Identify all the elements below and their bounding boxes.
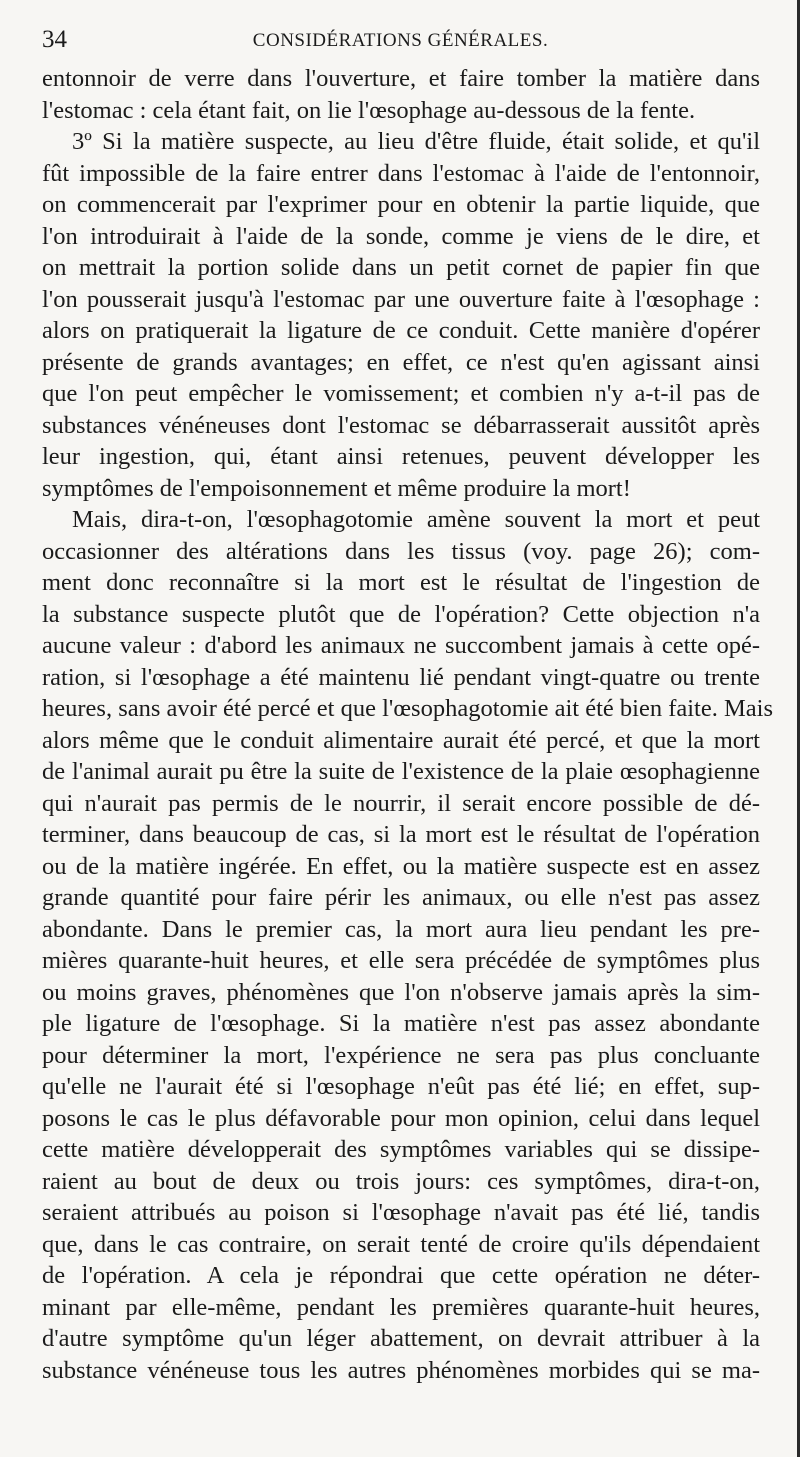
text-line: ration, si l'œsophage a été maintenu lié pendant vingt-quatre ou trente: [42, 663, 760, 691]
text-line: qui n'aurait pas permis de le nourrir, il serait encore possible de dé-: [42, 789, 760, 817]
text-line: que, dans le cas contraire, on serait tenté de croire qu'ils dépendaient: [42, 1230, 760, 1258]
text-line: substances vénéneuses dont l'estomac se débarrasserait aussitôt après: [42, 411, 760, 439]
text-line: ou de la matière ingérée. En effet, ou la matière suspecte est en assez: [42, 852, 760, 880]
text-line: l'estomac : cela étant fait, on lie l'œsophage au-dessous de la fente.: [42, 96, 696, 124]
page-number: 34: [42, 26, 67, 53]
text-line: que l'on peut empêcher le vomissement; et combien n'y a-t-il pas de: [42, 380, 760, 407]
text-line: aucune valeur : d'abord les animaux ne succombent jamais à cette opé-: [42, 632, 760, 659]
text-line: occasionner des altérations dans les tissus (voy. page 26); com-: [42, 537, 760, 565]
text-line: minant par elle-même, pendant les premières quarante-huit heures,: [42, 1293, 760, 1321]
text-line: leur ingestion, qui, étant ainsi retenues, peuvent développer les: [42, 443, 760, 470]
text-line: qu'elle ne l'aurait été si l'œsophage n'eût pas été lié; en effet, sup-: [42, 1073, 760, 1100]
text-line: l'on pousserait jusqu'à l'estomac par une ouverture faite à l'œsophage :: [42, 285, 760, 313]
text-line: terminer, dans beaucoup de cas, si la mort est le résultat de l'opération: [42, 821, 760, 848]
text-line: heures, sans avoir été percé et que l'œsophagotomie ait été bien faite. Mais: [42, 695, 773, 722]
text-line: alors même que le conduit alimentaire aurait été percé, et que la mort: [42, 726, 760, 754]
text-line: la substance suspecte plutôt que de l'opération? Cette objection n'a: [42, 600, 760, 628]
text-line: Mais, dira-t-on, l'œsophagotomie amène souvent la mort et peut: [72, 506, 760, 533]
text-line: seraient attribués au poison si l'œsophage n'avait pas été lié, tandis: [42, 1199, 760, 1226]
text-line: cette matière développerait des symptômes variables qui se dissipe-: [42, 1136, 760, 1163]
text-line: de l'opération. A cela je répondrai que cette opération ne déter-: [42, 1262, 760, 1289]
text-line: ment donc reconnaître si la mort est le résultat de l'ingestion de: [42, 569, 760, 596]
paragraph-continued: [42, 63, 760, 126]
running-title: CONSIDÉRATIONS GÉNÉRALES.: [252, 30, 549, 51]
text-line: de l'animal aurait pu être la suite de l'existence de la plaie œsophagienne: [42, 758, 760, 785]
paragraph-3: [42, 126, 760, 504]
body-text: [42, 63, 773, 1386]
text-line: alors on pratiquerait la ligature de ce conduit. Cette manière d'opérer: [42, 317, 760, 344]
text-line: d'autre symptôme qu'un léger abattement, on devrait attribuer à la: [42, 1325, 760, 1352]
text-line: ple ligature de l'œsophage. Si la matière n'est pas assez abondante: [42, 1010, 760, 1037]
text-line: grande quantité pour faire périr les animaux, ou elle n'est pas assez: [42, 884, 760, 911]
text-line: ou moins graves, phénomènes que l'on n'observe jamais après la sim-: [42, 978, 760, 1006]
text-line: abondante. Dans le premier cas, la mort aura lieu pendant les pre-: [42, 915, 760, 943]
text-line: raient au bout de deux ou trois jours: ces symptômes, dira-t-on,: [42, 1167, 760, 1195]
paragraph-objection: [42, 504, 773, 1386]
text-line: substance vénéneuse tous les autres phénomènes morbides qui se ma-: [42, 1356, 760, 1384]
text-line: l'on introduirait à l'aide de la sonde, comme je viens de le dire, et: [42, 222, 760, 250]
text-line: pour déterminer la mort, l'expérience ne sera pas plus concluante: [42, 1041, 760, 1069]
text-line: mières quarante-huit heures, et elle sera précédée de symptômes plus: [42, 947, 760, 974]
text-line: 3º Si la matière suspecte, au lieu d'être fluide, était solide, et qu'il: [72, 128, 760, 155]
text-line: présente de grands avantages; en effet, ce n'est qu'en agissant ainsi: [42, 348, 760, 376]
text-line: fût impossible de la faire entrer dans l'estomac à l'aide de l'entonnoir,: [42, 159, 760, 187]
text-line: posons le cas le plus défavorable pour mon opinion, celui dans lequel: [42, 1104, 760, 1132]
text-line: entonnoir de verre dans l'ouverture, et faire tomber la matière dans: [42, 65, 760, 92]
text-line: on commencerait par l'exprimer pour en obtenir la partie liquide, que: [42, 191, 760, 218]
page-header: [42, 26, 759, 58]
text-line: symptômes de l'empoisonnement et même produire la mort!: [42, 474, 631, 502]
text-line: on mettrait la portion solide dans un petit cornet de papier fin que: [42, 254, 760, 281]
